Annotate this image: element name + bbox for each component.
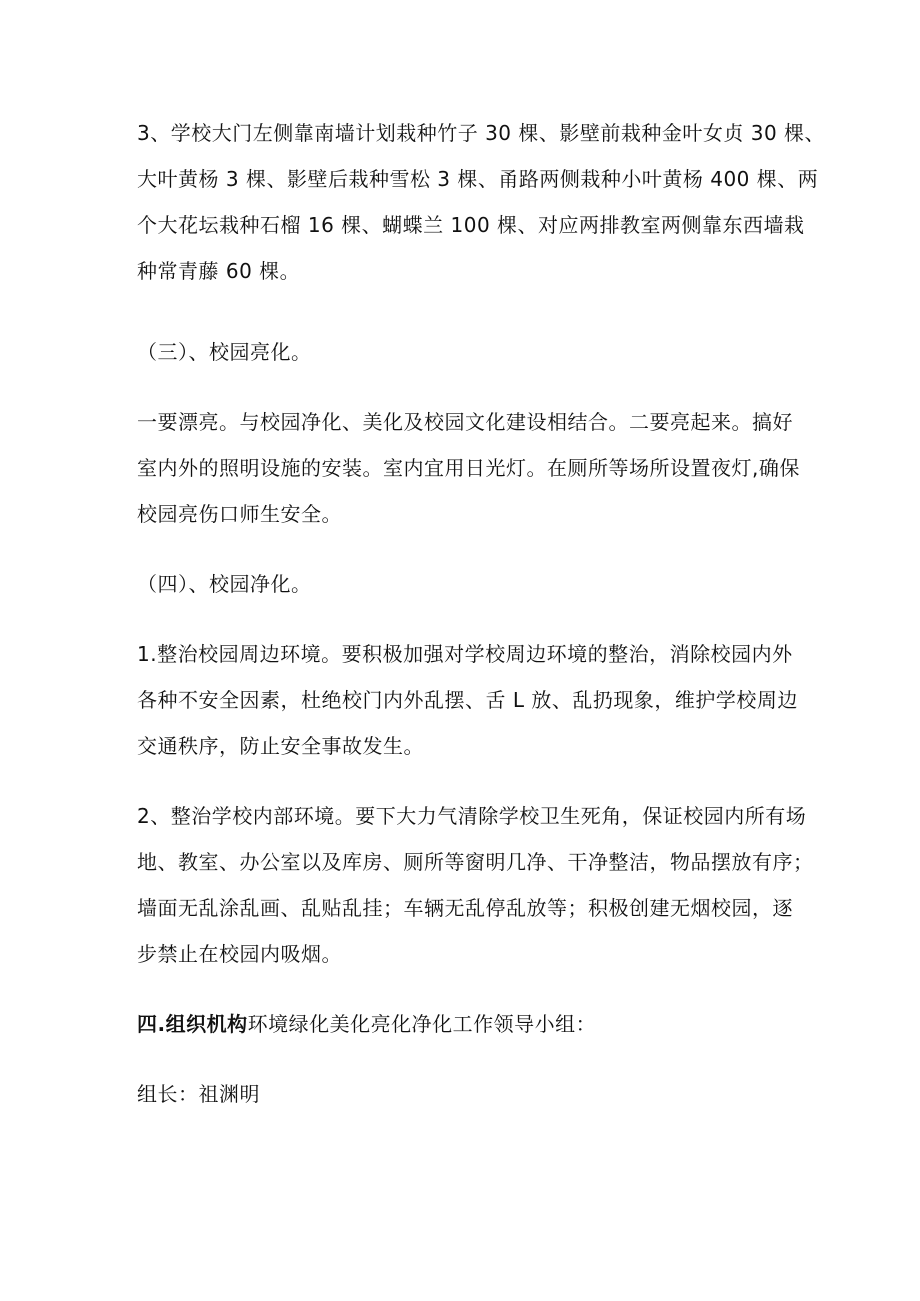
text-line: 一要漂亮。与校园净化、美化及校园文化建设相结合。二要亮起来。搞好 bbox=[137, 410, 793, 434]
section-heading-lighting bbox=[137, 329, 797, 375]
text-line: 大叶黄杨 3 棵、影壁后栽种雪松 3 棵、甬路两侧栽种小叶黄杨 400 棵、两 bbox=[137, 167, 819, 191]
text-line: 墙面无乱涂乱画、乱贴乱挂；车辆无乱停乱放等；积极创建无烟校园，逐 bbox=[137, 896, 793, 920]
heading-rest: 环境绿化美化亮化净化工作领导小组： bbox=[247, 1012, 597, 1036]
text-line: 3、学校大门左侧靠南墙计划栽种竹子 30 棵、影壁前栽种金叶女贞 30 棵、 bbox=[137, 121, 826, 145]
paragraph-planting-plan bbox=[137, 110, 826, 294]
heading-text: （三）、校园亮化。 bbox=[137, 340, 312, 364]
text-line: 地、教室、办公室以及库房、厕所等窗明几净、干净整洁，物品摆放有序； bbox=[137, 850, 814, 874]
text-line: 校园亮伤口师生安全。 bbox=[137, 502, 342, 526]
heading-line bbox=[137, 1001, 797, 1047]
text-line: 交通秩序，防止安全事故发生。 bbox=[137, 734, 424, 758]
text-line: 1.整治校园周边环境。要积极加强对学校周边环境的整治，消除校园内外 bbox=[137, 642, 793, 666]
text-line: 种常青藤 60 棵。 bbox=[137, 259, 301, 283]
section-heading-organization bbox=[137, 1001, 797, 1047]
paragraph-internal-environment bbox=[137, 793, 814, 977]
text-line: 个大花坛栽种石榴 16 棵、蝴蝶兰 100 棵、对应两排教室两侧靠东西墙栽 bbox=[137, 213, 805, 237]
text-line: 各种不安全因素，杜绝校门内外乱摆、舌 L 放、乱扔现象，维护学校周边 bbox=[137, 688, 798, 712]
section-heading-cleaning bbox=[137, 561, 797, 607]
text-line: 2、整治学校内部环境。要下大力气清除学校卫生死角，保证校园内所有场 bbox=[137, 804, 807, 828]
paragraph-group-leader bbox=[137, 1071, 797, 1117]
text-line: 步禁止在校园内吸烟。 bbox=[137, 942, 342, 966]
heading-text: （四）、校园净化。 bbox=[137, 572, 312, 596]
paragraph-lighting bbox=[137, 399, 800, 537]
heading-bold-lead: 四.组织机构 bbox=[137, 1012, 248, 1036]
text-line: 室内外的照明设施的安装。室内宜用日光灯。在厕所等场所设置夜灯,确保 bbox=[137, 456, 800, 480]
paragraph-surroundings bbox=[137, 631, 797, 769]
text-line: 组长：祖渊明 bbox=[137, 1082, 260, 1106]
